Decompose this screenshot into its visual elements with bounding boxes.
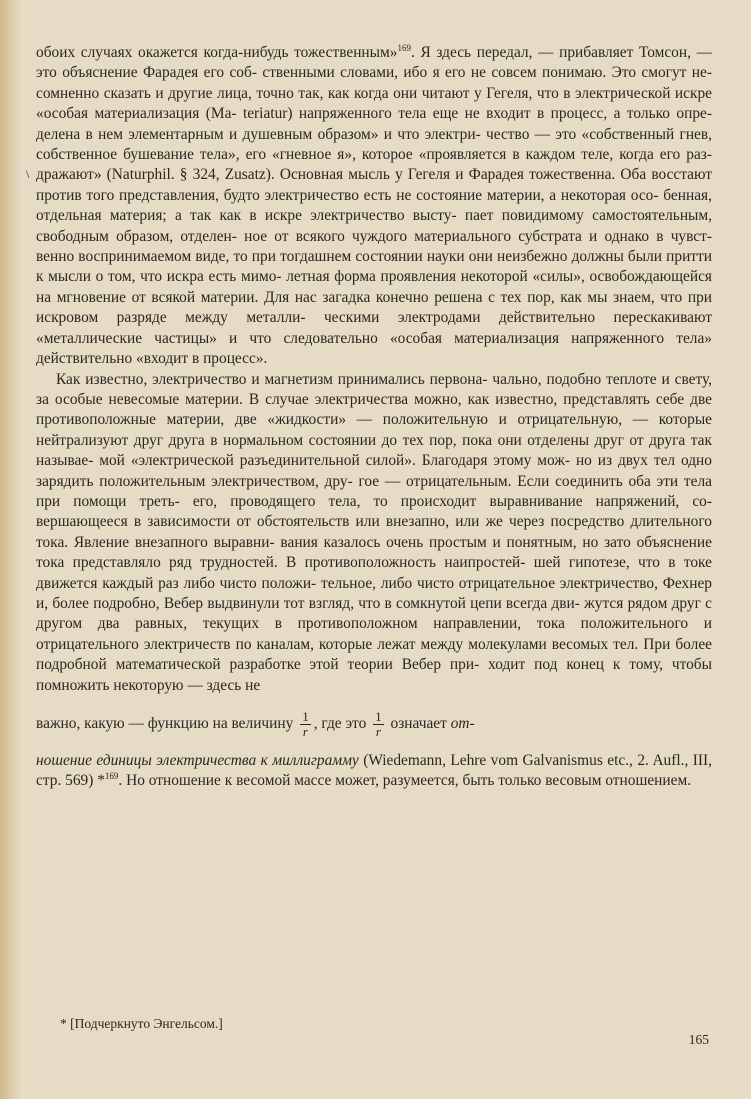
line: ческими электродами действительно перескакивают «металлические <box>36 309 712 347</box>
line: Как известно, электричество и магнетизм принимались первона- <box>56 370 488 388</box>
italic-text: от- <box>450 715 475 733</box>
line: ходит под конец к тому, чтобы помножить некоторую — здесь не <box>36 656 712 694</box>
paragraph-2-end <box>36 751 712 792</box>
fraction-denominator: r <box>375 724 381 739</box>
line: шей гипотезе, что в токе движется каждый раз либо чисто положи- <box>36 554 712 592</box>
line: отрицательную, — которые нейтрализуют друг друга в нормальном <box>36 411 712 449</box>
line: ное от всякого чуждого материального субстрата и однако в чувст- <box>244 227 712 245</box>
line: тела» действительно «входит в процесс». <box>36 329 712 368</box>
fraction-denominator: r <box>302 724 308 739</box>
line: вершающееся в зависимости от обстоятельств или внезапно, или же <box>36 513 503 531</box>
line: teriatur) напряженного тела еще не входит в процесс, а только опре- <box>242 105 712 123</box>
line: чально, подобно теплоте и свету, за особые невесомые материи. В <box>36 370 712 408</box>
margin-mark: \ <box>26 167 30 181</box>
line: жутся рядом друг с другом два равных, текущих в противоположном <box>36 594 712 633</box>
line: состоянии до тех пор, пока они отделены друг от друга так называе- <box>36 431 712 470</box>
formula-text: , где это <box>313 715 367 733</box>
line: через посредство длительного тока. Явление внезапного выравни- <box>36 513 712 551</box>
fraction <box>373 710 384 739</box>
line: обоих случаях окажется когда-нибудь тожественным» <box>36 44 398 61</box>
line: случае электричества можно, как известно, представлять себе две <box>265 390 712 408</box>
page-edge-shadow <box>0 0 22 1099</box>
footnote-ref: 169 <box>104 771 119 782</box>
italic-text: ношение единицы электричества к миллиграмму <box>36 752 359 769</box>
line: его, проводящего тела, то происходит выравнивание напряжений, со- <box>192 492 712 510</box>
line: представляло ряд трудностей. В противоположность наипростей- <box>72 554 526 572</box>
line: тех пор, как мы знаем, что при искровом разряде между металли- <box>36 288 712 327</box>
line: направлении, тока положительного и отрицательного электричеств <box>36 615 712 653</box>
line: вания казалось очень простым и понятным, но зато объяснение тока <box>36 533 712 572</box>
line: неизбежно должны были притти к мысли о том, что искра есть мимо- <box>36 248 712 286</box>
line: частицы» и что следовательно «особая материализация напряженного <box>154 329 665 347</box>
line: мой «электрической разъединительной силой». Благодаря этому мож- <box>99 452 571 470</box>
line: . Я здесь <box>410 44 472 61</box>
line: более подробной математической разработке этой теории Вебер при- <box>36 635 713 674</box>
footnote-ref: 169 <box>397 42 411 53</box>
line: (Wiedemann, Lehre <box>363 752 487 769</box>
line: дражают» (Naturphil. § 324, Zusatz). Основная мысль у Гегеля и <box>36 166 464 184</box>
line: по каналам, которые лежат между молекулами весомых тел. При <box>235 635 671 653</box>
line: мгновение от всякой материи. Для нас загадка конечно решена с <box>56 288 495 306</box>
paragraph-1 <box>36 43 712 370</box>
line: чество — это «собственный гнев, собственное бушевание тела», <box>36 125 712 164</box>
line: венно воспринимаемом виде, то при тогдашнем состоянии науки они <box>36 248 493 266</box>
fraction <box>300 710 311 739</box>
line: подробно, Вебер выдвинули тот взгляд, что в сомкнутой цепи всегда дви- <box>93 594 580 612</box>
line: будто электричество есть не состояние материи, а некоторая осо- <box>223 186 659 204</box>
line: но из двух тел одно зарядить положительным электричеством, дру- <box>36 452 712 490</box>
line: ственными словами, ибо я его не совсем понимаю. Это смогут не- <box>262 64 712 82</box>
line: его «гневное я», которое «проявляется в каждом теле, когда его раз- <box>245 146 712 164</box>
line: пает повидимому самостоятельным, свободным образом, отделен- <box>36 207 712 245</box>
footnote: * [Подчеркнуто Энгельсом.] <box>60 1016 223 1031</box>
line: . Но отношение к <box>118 772 233 790</box>
line: весомой массе может, разумеется, быть только весовым отношением. <box>236 772 692 790</box>
line: Гегеля, что в электрической искре «особая материализация (Ma- <box>36 84 713 123</box>
formula-text: важно, какую — функцию на величину <box>36 715 294 733</box>
formula-line <box>36 710 712 739</box>
body-text <box>36 43 712 792</box>
line: гое — отрицательным. Если соединить оба эти тела при помощи треть- <box>36 472 712 510</box>
line: передал, — прибавляет Томсон, — это объяснение Фарадея его соб- <box>36 44 712 82</box>
line: Фарадея тожественна. Оба восстают против того представления, <box>36 166 713 204</box>
line: бенная, отдельная материя; а так как в искре электричество высту- <box>36 186 712 225</box>
fraction-numerator: 1 <box>375 709 382 724</box>
paragraph-2 <box>36 370 712 697</box>
line: тельное, либо чисто отрицательное электричество, Фехнер и, более <box>36 574 712 612</box>
page-number: 165 <box>688 1032 709 1047</box>
line: противоположные материи, две «жидкости» — положительную и <box>36 411 507 429</box>
fraction-numerator: 1 <box>302 709 309 724</box>
line: vom Galvanismus etc., 2. Aufl., III, стр. 569) * <box>36 752 712 790</box>
line: делена в нем элементарным и душевным образом» и что электри- <box>36 125 481 143</box>
line: сомненно сказать и другие лица, точно так, как когда они читают у <box>36 84 482 102</box>
formula-text: означает <box>390 715 447 733</box>
line: летная форма проявления некоторой «силы», освобождающейся на <box>36 268 712 306</box>
